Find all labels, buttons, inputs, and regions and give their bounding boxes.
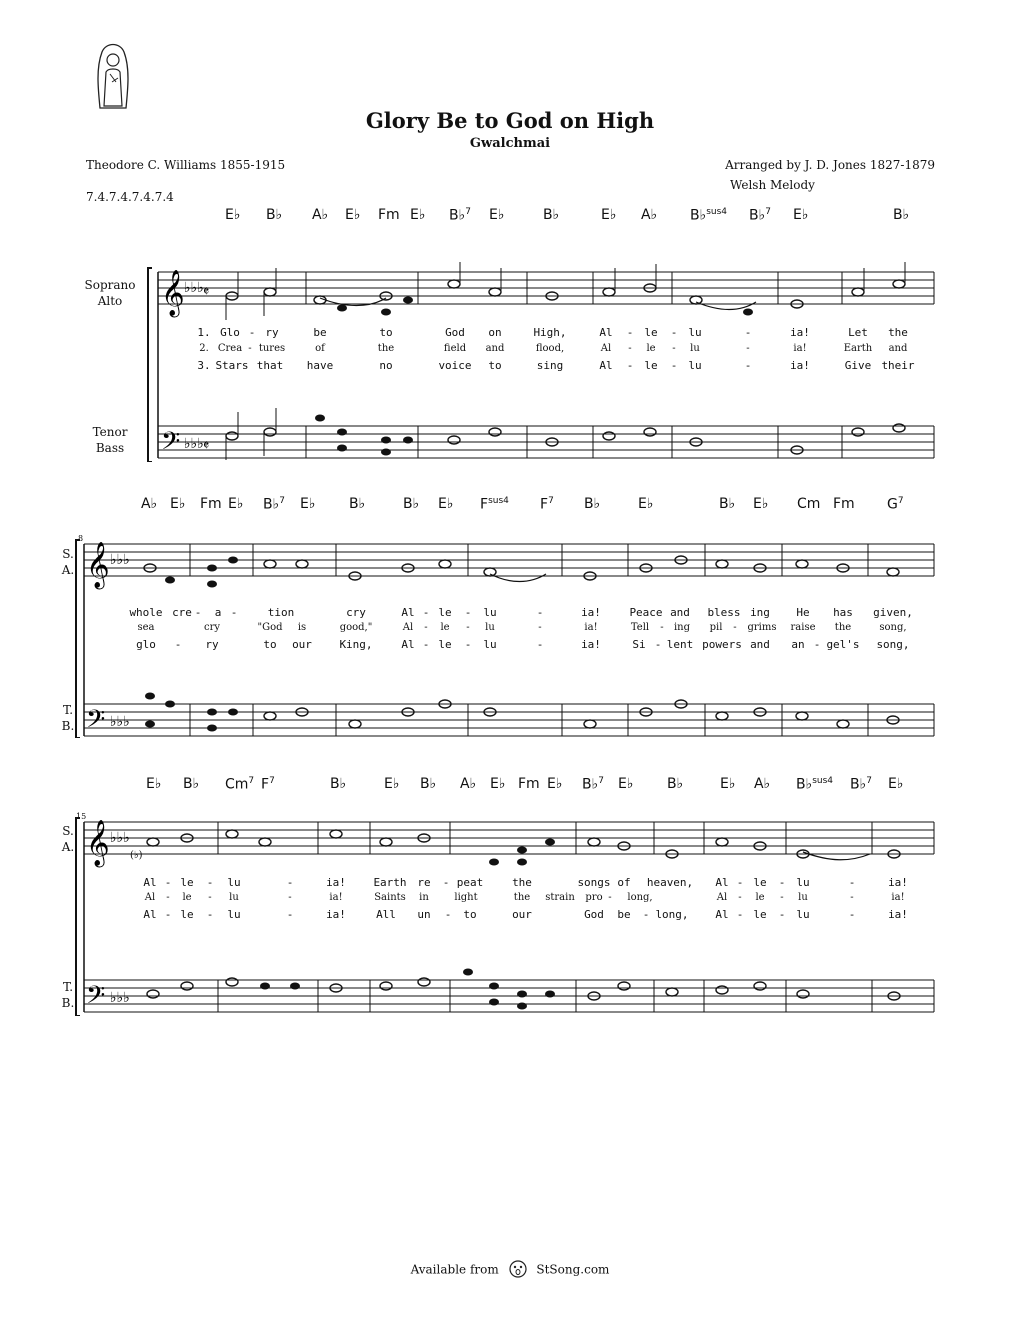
verse-3-line: 3. Stars that have no voice to sing Al - le - lu - ia! Give their	[197, 359, 915, 372]
chord: E♭	[438, 496, 454, 512]
source: Welsh Melody	[730, 178, 815, 192]
chord: E♭	[410, 207, 426, 223]
verse-3-line: glo - ry to our King, Al - le - lu - ia! Si - lent powers and an - gel's song,	[136, 638, 910, 651]
author: Theodore C. Williams 1855-1915	[86, 158, 286, 172]
chord: B♭	[183, 776, 200, 792]
angel-logo	[88, 38, 138, 110]
chord: A♭	[460, 776, 477, 792]
chord: E♭	[489, 207, 505, 223]
svg-text:𝄞: 𝄞	[161, 270, 185, 316]
chord: B♭	[543, 207, 560, 223]
chord: A♭	[754, 776, 771, 792]
chord: A♭	[641, 207, 658, 223]
chord: B♭$^{sus4}$	[796, 776, 834, 793]
footer	[0, 1258, 1020, 1282]
svg-text:𝄞: 𝄞	[86, 542, 110, 588]
part-label-s-a: S. A.	[61, 824, 75, 854]
verse-2-line: Al - le - lu - ia! Saints in light the strain pro - long, Al - le - lu - ia!	[144, 892, 905, 903]
arranger: Arranged by J. D. Jones 1827-1879	[725, 158, 935, 172]
measure-number: 15	[76, 812, 87, 821]
chord: B♭$^7$	[749, 207, 771, 224]
chord: $G^7$	[887, 496, 904, 513]
chord: E♭	[170, 496, 186, 512]
chord: E♭	[753, 496, 769, 512]
measure-number: 8	[78, 534, 84, 543]
chord: E♭	[345, 207, 361, 223]
available-text: Available from	[410, 1262, 499, 1277]
verse-2-line: sea cry "God is good," Al - le - lu - ia! Tell - ing pil - grims raise the song,	[137, 622, 907, 633]
verse-1-line: whole cre - a - tion cry Al - le - lu - ia! Peace and bless ing He has given,	[129, 606, 913, 619]
chord-row	[0, 207, 1020, 231]
chord: E♭	[618, 776, 634, 792]
chord: E♭	[720, 776, 736, 792]
chord: $F^7$	[261, 776, 275, 793]
chord: Fm	[200, 496, 222, 512]
svg-text:♭♭♭: ♭♭♭	[110, 830, 130, 846]
verse-1-line: Al - le - lu - ia! Earth re - peat the songs of heaven, Al - le - lu - ia!	[143, 876, 908, 889]
svg-text:♭♭♭: ♭♭♭	[110, 714, 130, 730]
courtesy-accidental: (♭)	[130, 850, 143, 861]
svg-text:𝄵: 𝄵	[203, 438, 210, 454]
verse-2-line: 2. Crea - tures of the field and flood, Al - le - lu - ia! Earth and	[199, 343, 908, 354]
verse-3-line: Al - le - lu - ia! All un - to our God be - long, Al - le - lu - ia!	[143, 908, 908, 921]
chord-row	[0, 496, 1020, 520]
chord: Fm	[833, 496, 855, 512]
chord: $F^7$	[540, 496, 554, 513]
chord: Fm	[518, 776, 540, 792]
svg-text:♭♭♭: ♭♭♭	[110, 990, 130, 1006]
chord: E♭	[490, 776, 506, 792]
chord: B♭	[330, 776, 347, 792]
chord: E♭	[888, 776, 904, 792]
chord: E♭	[384, 776, 400, 792]
tune-name: Gwalchmai	[469, 136, 551, 151]
chord: B♭	[893, 207, 910, 223]
chord: E♭	[225, 207, 241, 223]
part-label-tenor-bass: Tenor Bass	[92, 425, 128, 455]
svg-text:♭♭♭: ♭♭♭	[184, 436, 204, 452]
svg-text:𝄢: 𝄢	[86, 981, 106, 1016]
chord: B♭$^7$	[449, 207, 471, 224]
part-label-t-b: T. B.	[61, 980, 75, 1010]
chord: B♭	[719, 496, 736, 512]
verse-1-line: 1. Glo - ry be to God on High, Al - le - lu - ia! Let the	[197, 326, 908, 339]
chord: $F^{sus4}$	[480, 496, 509, 513]
chord: E♭	[146, 776, 162, 792]
chord: Cm	[797, 496, 821, 512]
chord: Fm	[378, 207, 400, 223]
svg-text:♭♭♭: ♭♭♭	[184, 280, 204, 296]
chord: B♭$^7$	[582, 776, 604, 793]
chord: B♭	[584, 496, 601, 512]
chord: B♭$^7$	[850, 776, 872, 793]
chord: B♭	[403, 496, 420, 512]
part-label-s-a: S. A.	[61, 547, 75, 577]
svg-text:𝄢: 𝄢	[161, 427, 181, 462]
chord: B♭	[266, 207, 283, 223]
svg-text:𝄢: 𝄢	[86, 705, 106, 738]
chord: B♭	[349, 496, 366, 512]
part-label-t-b: T. B.	[61, 703, 75, 733]
chord: B♭$^{sus4}$	[690, 207, 728, 224]
chord: Cm$^7$	[225, 776, 255, 793]
chord-row	[0, 776, 1020, 800]
chord: B♭	[420, 776, 437, 792]
meter: 7.4.7.4.7.4.7.4	[86, 190, 174, 204]
chord: A♭	[312, 207, 329, 223]
stsong-logo-icon	[507, 1258, 529, 1282]
chord: E♭	[300, 496, 316, 512]
chord: B♭	[667, 776, 684, 792]
svg-text:♭♭♭: ♭♭♭	[110, 552, 130, 568]
chord: B♭$^7$	[263, 496, 285, 513]
chord: E♭	[547, 776, 563, 792]
chord: E♭	[638, 496, 654, 512]
part-label-soprano-alto: Soprano Alto	[84, 278, 136, 308]
chord: E♭	[228, 496, 244, 512]
song-title: Glory Be to God on High	[365, 108, 655, 133]
chord: E♭	[601, 207, 617, 223]
chord: E♭	[793, 207, 809, 223]
site-link[interactable]: StSong.com	[536, 1262, 610, 1277]
svg-text:𝄞: 𝄞	[86, 820, 110, 866]
chord: A♭	[141, 496, 158, 512]
svg-text:𝄵: 𝄵	[203, 284, 210, 300]
